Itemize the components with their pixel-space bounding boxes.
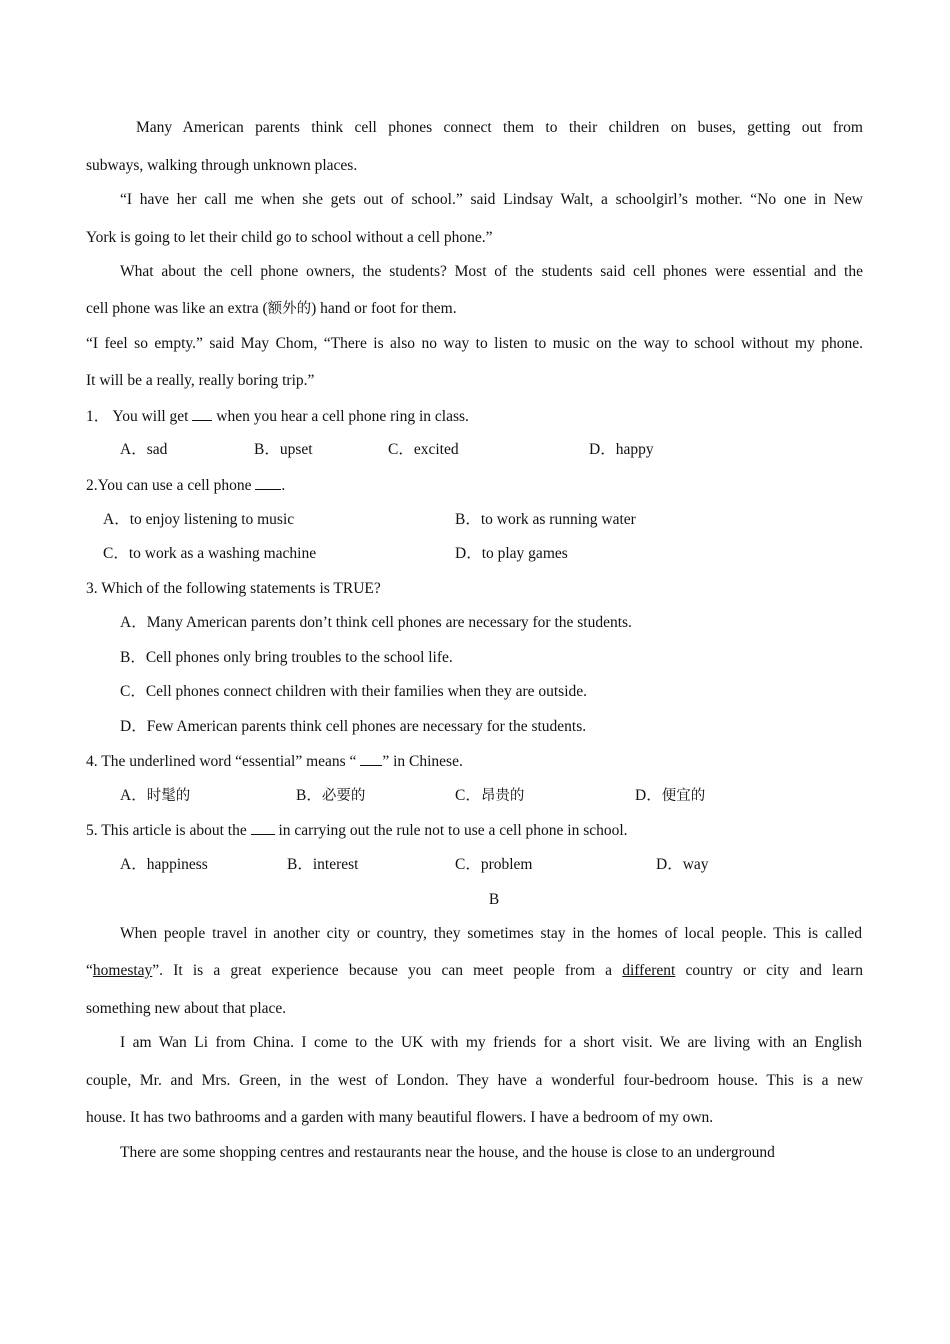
- question-5-text-pre: 5. This article is about the: [86, 822, 247, 839]
- section-b-p3-line1: There are some shopping centres and restaurants near the house, and the house is close to an underground: [120, 1144, 775, 1161]
- answer-blank: [251, 820, 275, 835]
- question-3-stem: 3. Which of the following statements is TRUE?: [86, 580, 381, 597]
- section-b-p1-line1: When people travel in another city or country, they sometimes stay in the homes of local people. This is called: [120, 925, 862, 942]
- section-b-p1-line3: something new about that place.: [86, 1000, 287, 1017]
- underlined-word-homestay: homestay: [92, 962, 153, 979]
- passage-a-p3-gloss: 额外的: [267, 301, 312, 317]
- option-letter: A．: [120, 787, 147, 804]
- question-2-option-b: B．to work as running water: [455, 511, 636, 528]
- question-1-stem: [86, 406, 469, 427]
- section-b-p2-line3: house. It has two bathrooms and a garden with many beautiful flowers. I have a bedroom of my own.: [86, 1109, 714, 1126]
- passage-a-p3-text-b: ) hand or foot for them.: [311, 300, 457, 317]
- open-quote: “: [86, 962, 93, 979]
- question-5-stem: [86, 820, 628, 841]
- option-text: 时髦的: [146, 788, 191, 804]
- option-letter: C．: [455, 787, 481, 804]
- question-4-option-c: [455, 786, 524, 806]
- section-b-p2-line1: I am Wan Li from China. I come to the UK with my friends for a short visit. We are living with an English: [120, 1034, 862, 1051]
- question-2-text-pre: 2.You can use a cell phone: [86, 477, 252, 494]
- section-b-p1-line2: [86, 961, 863, 981]
- question-4-option-b: [296, 786, 365, 806]
- section-b-p1-line2-mid: ”. It is a great experience because you can meet people from a: [152, 962, 623, 979]
- question-1-option-a: A．sad: [120, 441, 168, 458]
- question-2-stem: [86, 475, 285, 496]
- option-text: 便宜的: [661, 788, 706, 804]
- passage-a-p3-line2: [86, 299, 457, 319]
- passage-a-p1-line2: subways, walking through unknown places.: [86, 157, 358, 174]
- question-4-stem: [86, 751, 463, 772]
- section-b-p2-line2: couple, Mr. and Mrs. Green, in the west of London. They have a wonderful four-bedroom house. This is a new: [86, 1072, 863, 1089]
- question-2-option-c: C．to work as a washing machine: [103, 545, 317, 562]
- answer-blank: [255, 475, 281, 490]
- question-5-option-a: A．happiness: [120, 856, 208, 873]
- question-3-option-c: C．Cell phones connect children with their families when they are outside.: [120, 683, 588, 700]
- underlined-word-different: different: [622, 962, 676, 979]
- question-5-text-post: in carrying out the rule not to use a cell phone in school.: [274, 822, 628, 839]
- passage-a-p1-line1: Many American parents think cell phones connect them to their children on buses, getting out from: [136, 119, 863, 136]
- question-3-option-d: D．Few American parents think cell phones are necessary for the students.: [120, 718, 587, 735]
- option-text: 必要的: [321, 788, 366, 804]
- passage-a-p4-line1: “I feel so empty.” said May Chom, “There is also no way to listen to music on the way to school without my phone.: [86, 335, 863, 352]
- question-5-option-b: B．interest: [287, 856, 359, 873]
- question-5-option-c: C．problem: [455, 856, 533, 873]
- section-b-heading: B: [488, 891, 500, 908]
- question-4-option-d: [635, 786, 705, 806]
- answer-blank: [360, 751, 382, 766]
- question-3-option-b: B．Cell phones only bring troubles to the school life.: [120, 649, 453, 666]
- question-4-text-pre: 4. The underlined word “essential” means “: [86, 753, 357, 770]
- question-1-option-d: D．happy: [589, 441, 654, 458]
- question-1-text-pre: 1． You will get: [86, 408, 189, 425]
- question-4-text-post: ” in Chinese.: [382, 753, 463, 770]
- question-2-option-d: D．to play games: [455, 545, 568, 562]
- question-4-option-a: [120, 786, 190, 806]
- option-letter: D．: [635, 787, 662, 804]
- passage-a-p3-line1: What about the cell phone owners, the students? Most of the students said cell phones were essential and the: [120, 263, 863, 280]
- section-b-p1-line2-end: country or city and learn: [675, 962, 863, 979]
- question-1-option-c: C．excited: [388, 441, 459, 458]
- question-3-option-a: A．Many American parents don’t think cell phones are necessary for the students.: [120, 614, 632, 631]
- question-1-option-b: B．upset: [254, 441, 313, 458]
- passage-a-p3-text-a: cell phone was like an extra (: [86, 300, 268, 317]
- option-text: 昂贵的: [480, 788, 525, 804]
- question-2-option-a: A．to enjoy listening to music: [103, 511, 295, 528]
- option-letter: B．: [296, 787, 322, 804]
- question-2-text-post: .: [281, 477, 286, 494]
- passage-a-p2-line1: “I have her call me when she gets out of school.” said Lindsay Walt, a schoolgirl’s mother. “No one in New: [120, 191, 863, 208]
- answer-blank: [192, 406, 212, 421]
- question-5-option-d: D．way: [656, 856, 709, 873]
- passage-a-p2-line2: York is going to let their child go to school without a cell phone.”: [86, 229, 493, 246]
- question-1-text-post: when you hear a cell phone ring in class.: [212, 408, 469, 425]
- passage-a-p4-line2: It will be a really, really boring trip.”: [86, 372, 315, 389]
